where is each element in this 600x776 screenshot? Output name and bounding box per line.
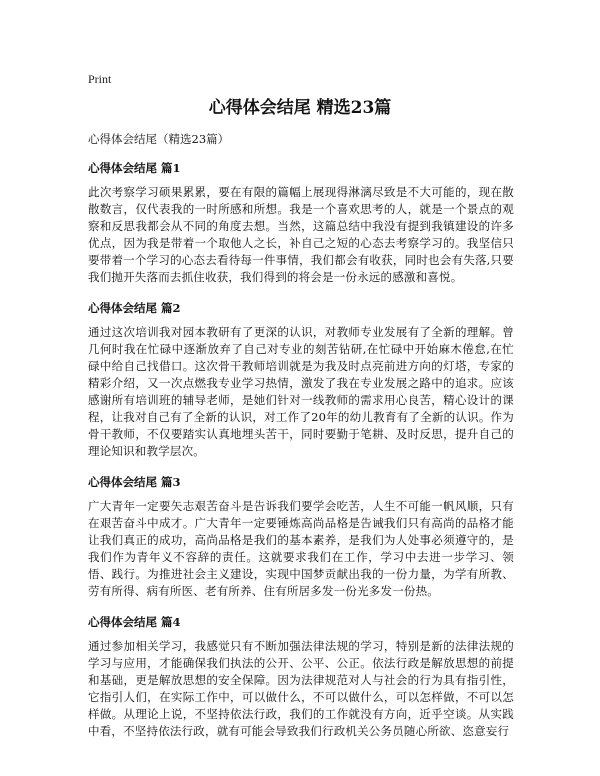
section-4 xyxy=(88,614,514,740)
section-body: 此次考察学习硕果累累，要在有限的篇幅上展现得淋漓尽致是不大可能的，现在散散数言，仅代表我的一时所感和所想。我是一个喜欢思考的人，就是一个景点的观察和反思我都会从不同的角度去想。当然，这篇总结中我没有提到我镇建设的许多优点，因为我是带着一个取他人之长，补自己之短的心态去考察学习的。我坚信只要带着一个学习的心态去看待每一件事情，我们都会有收获，同时也会有失落,只要我们抛开失落而去抓住收获，我们得到的将会是一份永远的感激和喜悦。 xyxy=(88,185,514,284)
section-heading: 心得体会结尾 篇3 xyxy=(88,475,181,489)
section-body: 通过这次培训我对园本教研有了更深的认识，对教师专业发展有了全新的理解。曾几何时我在忙碌中逐渐放弃了自己对专业的刻苦钻研,在忙碌中开始麻木倦怠,在忙碌中给自己找借口。这次骨干教师培训就是为我及时点亮前进方向的灯塔，专家的精彩介绍，又一次点燃我专业学习热情，激发了我在专业发展之路中的追求。应该感谢所有培训班的辅导老师，是她们针对一线教师的需求用心良苦，精心设计的课程，让我对自己有了全新的认识，对工作了20年的幼儿教育有了全新的认识。作为骨干教师，不仅要踏实认真地埋头苦干，同时要勤于笔耕、及时反思，提升自己的理论知识和教学层次。 xyxy=(88,325,514,458)
section-3 xyxy=(88,474,514,600)
page-title: 心得体会结尾 精选23篇 xyxy=(208,98,392,118)
print-link[interactable]: Print xyxy=(88,72,112,86)
section-heading: 心得体会结尾 篇4 xyxy=(88,615,181,629)
section-2 xyxy=(88,300,514,460)
document-subtitle: 心得体会结尾（精选23篇） xyxy=(88,132,230,146)
section-heading: 心得体会结尾 篇2 xyxy=(88,301,181,315)
section-heading: 心得体会结尾 篇1 xyxy=(88,161,181,175)
section-body: 通过参加相关学习，我感觉只有不断加强法律法规的学习，特别是新的法律法规的学习与应用，才能确保我们执法的公开、公平、公正。依法行政是解放思想的前提和基础，更是解放思想的安全保障。因为法律规范对人与社会的行为具有指引性，它指引人们，在实际工作中，可以做什么，不可以做什么，可以怎样做，不可以怎样做。从理论上说，不坚持依法行政，我们的工作就没有方向，近乎空谈。从实践中看，不坚持依法行政，就有可能会导致我们行政机关公务员随心所欲、恣意妄行 xyxy=(88,639,514,738)
document-content xyxy=(88,160,514,754)
section-body: 广大青年一定要矢志艰苦奋斗是告诉我们要学会吃苦，人生不可能一帆风顺，只有在艰苦奋斗中成才。广大青年一定要锤炼高尚品格是告诫我们只有高尚的品格才能让我们真正的成功，高尚品格是我们的基本素养，是我们为人处事必须遵守的，是我们作为青年义不容辞的责任。这就要求我们在工作，学习中去进一步学习、领悟、践行。为推进社会主义建设，实现中国梦贡献出我的一份力量，为学有所教、劳有所得、病有所医、老有所养、住有所居多发一份光多发一份热。 xyxy=(88,499,514,598)
section-1 xyxy=(88,160,514,286)
